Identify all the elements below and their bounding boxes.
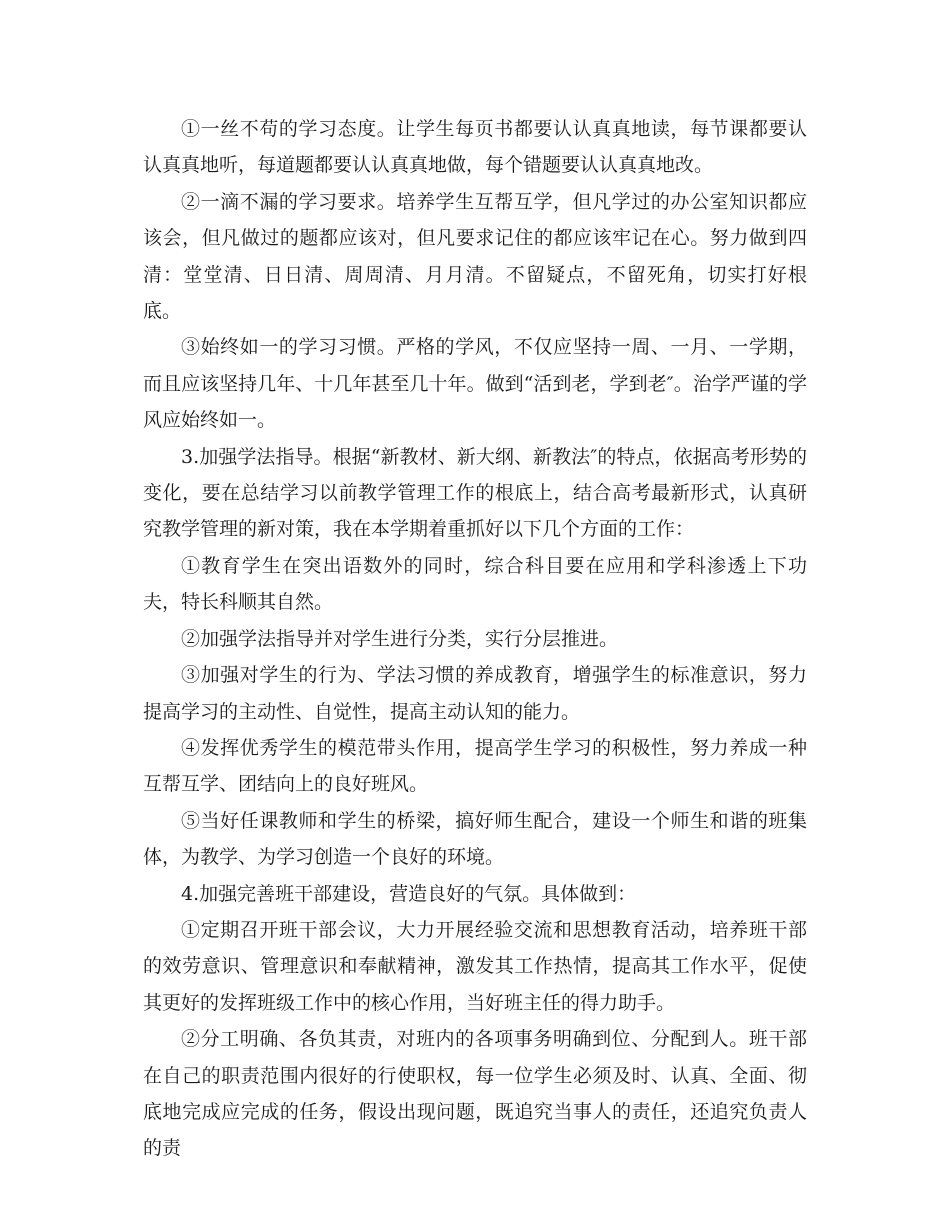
paragraph-study-habits: ③始终如一的学习习惯。严格的学风，不仅应坚持一周、一月、一学期，而且应该坚持几年、十几年甚至几十年。做到“活到老，学到老″。治学严谨的学风应始终如一。	[143, 336, 807, 432]
paragraph-tiered-guidance: ②加强学法指导并对学生进行分类，实行分层推进。	[181, 627, 619, 650]
paragraph-cadre-meetings: ①定期召开班干部会议，大力开展经验交流和思想教育活动，培养班干部的效劳意识、管理意识和奉献精神，激发其工作热情，提高其工作水平，促使其更好的发挥班级工作中的核心作用，当好班主任的得力助手。	[143, 918, 807, 1014]
paragraph-subjects: ①教育学生在突出语数外的同时，综合科目要在应用和学科渗透上下功夫，特长科顺其自然。	[143, 554, 807, 614]
paragraph-habit-education: ③加强对学生的行为、学法习惯的养成教育，增强学生的标准意识，努力提高学习的主动性、自觉性，提高主动认知的能力。	[143, 664, 807, 723]
document-body	[143, 111, 807, 1167]
paragraph-section-4-heading: 4.加强完善班干部建设，营造良好的气氛。具体做到：	[181, 882, 637, 905]
paragraph-study-requirements: ②一滴不漏的学习要求。培养学生互帮互学，但凡学过的办公室知识都应该会，但凡做过的题都应该对，但凡要求记住的都应该牢记在心。努力做到四清：堂堂清、日日清、周周清、月月清。不留疑点，不留死角，切实打好根底。	[143, 190, 807, 323]
paragraph-division-of-work: ②分工明确、各负其责，对班内的各项事务明确到位、分配到人。班干部在自己的职责范围内很好的行使职权，每一位学生必须及时、认真、全面、彻底地完成应完成的任务，假设出现问题，既追究当事人的责任，还追究负责人的责	[143, 1028, 807, 1160]
paragraph-model-students: ④发挥优秀学生的模范带头作用，提高学生学习的积极性，努力养成一种互帮互学、团结向上的良好班风。	[143, 736, 807, 796]
paragraph-teacher-bridge: ⑤当好任课教师和学生的桥梁，搞好师生配合，建设一个师生和谐的班集体，为教学、为学习创造一个良好的环境。	[143, 809, 807, 869]
paragraph-section-3-heading: 3.加强学法指导。根据“新教材、新大纲、新教法″的特点，依据高考形势的变化，要在总结学习以前教学管理工作的根底上，结合高考最新形式，认真研究教学管理的新对策，我在本学期着重抓好以下几个方面的工作：	[143, 445, 807, 541]
paragraph-study-attitude: ①一丝不苟的学习态度。让学生每页书都要认认真真地读，每节课都要认认真真地听，每道题都要认认真真地做，每个错题要认认真真地改。	[143, 118, 807, 177]
